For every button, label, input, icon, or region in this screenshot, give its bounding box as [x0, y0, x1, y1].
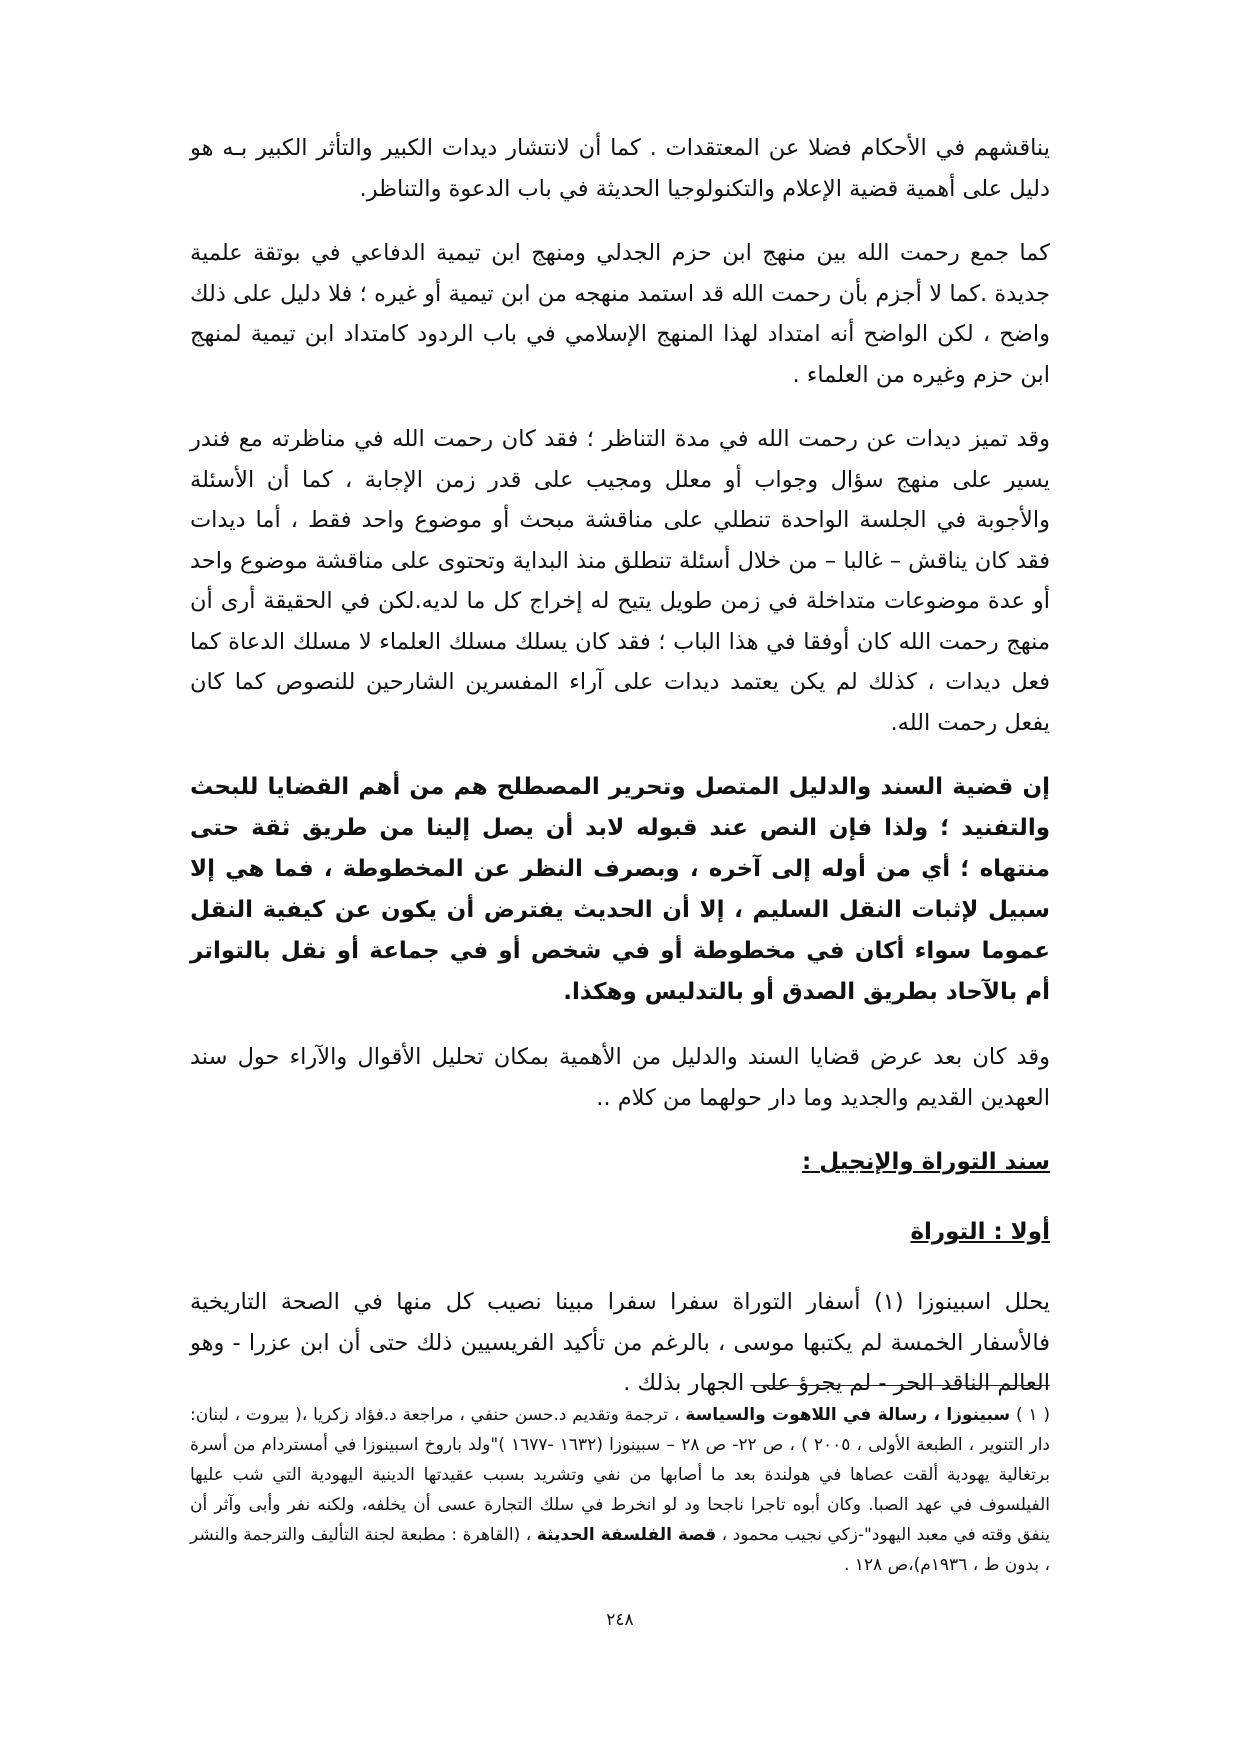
- paragraph-4-bold: إن قضية السند والدليل المتصل وتحرير المصطلح هم من أهم القضايا للبحث والتفنيد ؛ ولذا فإن النص عند قبوله لابد أن يصل إلينا من طريق ثقة حتى منتهاه ؛ أي من أوله إلى آخره ، وبصرف النظر عن المخطوطة ، فما هي إلا سبيل لإثبات النقل السليم ، إلا أن الحديث يفترض أن يكون عن كيفية النقل عموما سواء أكان في مخطوطة أو في شخص أو في جماعة أو نقل بالتواتر أم بالآحاد بطريق الصدق أو بالتدليس وهكذا.: [190, 774, 1050, 1005]
- page-number: ٢٤٨: [606, 1610, 634, 1630]
- footnote-text-2: ، (القاهرة : مطبعة لجنة التأليف والترجمة والنشر ، بدون ط ، ١٩٣٦م)،ص ١٢٨ .: [190, 1525, 1050, 1575]
- footnote-1: [190, 1400, 1050, 1580]
- footnote-author-title: سبينوزا ، رسالة في اللاهوت والسياسة: [685, 1405, 1011, 1425]
- paragraph-2: كما جمع رحمت الله بين منهج ابن حزم الجدلي ومنهج ابن تيمية الدفاعي في بوتقة علمية جديدة .كما لا أجزم بأن رحمت الله قد استمد منهجه من ابن تيمية أو غيره ؛ فلا دليل على ذلك واضح ، لكن الواضح أنه امتداد لهذا المنهج الإسلامي في باب الردود كامتداد ابن تيمية لمنهج ابن حزم وغيره من العلماء .: [190, 240, 1050, 388]
- paragraph-1: يناقشهم في الأحكام فضلا عن المعتقدات . كما أن لانتشار ديدات الكبير والتأثر الكبير بـه هو دليل على أهمية قضية الإعلام والتكنولوجيا الحديثة في باب الدعوة والتناظر.: [190, 135, 1050, 202]
- paragraph-6: يحلل اسبينوزا (١) أسفار التوراة سفرا سفرا مبينا نصيب كل منها في الصحة التاريخية فالأسفار الخمسة لم يكتبها موسى ، بالرغم من تأكيد الفريسيين ذلك حتى أن ابن عزرا - وهو العالم الناقد الحر - لم يجرؤ على الجهار بذلك .: [190, 1289, 1051, 1396]
- footnote-area: [190, 1385, 1050, 1580]
- footnote-marker: ( ١ ): [1015, 1405, 1050, 1425]
- section-heading-sanad: سند التوراة والإنجيل :: [802, 1149, 1050, 1175]
- section-heading-torah: أولا : التوراة: [910, 1219, 1050, 1245]
- footnote-text-1: ، ترجمة وتقديم د.حسن حنفي ، مراجعة د.فؤاد زكريا ،( بيروت ، لبنان: دار التنوير ، الطبعة الأولى ، ٢٠٠٥ ) ، ص ٢٢- ص ٢٨ – سبينوزا (١٦٣٢ -١٦٧٧ )"ولد باروخ اسبينوزا في أمستردام من أسرة برتغالية يهودية ألقت عصاها في هولندة بعد ما أصابها من نفي وتشريد بسبب عقيدتها الدينية اليهودية التي شب عليها الفيلسوف في عهد الصبا. وكان أبوه تاجرا ناجحا ود لو انخرط في سلك التجارة عسى أن يخلفه، ولكنه نفر وأبى وآثر أن ينفق وقته في معبد اليهود"-زكي نجيب محمود ،: [190, 1405, 1050, 1545]
- footnote-book-title: قصة الفلسفة الحديثة: [536, 1525, 717, 1545]
- footnote-divider: [750, 1385, 1050, 1386]
- page-body: [190, 128, 1050, 1428]
- paragraph-3: وقد تميز ديدات عن رحمت الله في مدة التناظر ؛ فقد كان رحمت الله في مناظرته مع فندر يسير على منهج سؤال وجواب أو معلل ومجيب على قدر زمن الإجابة ، كما أن الأسئلة والأجوبة في الجلسة الواحدة تنطلي على مناقشة مبحث أو موضوع واحد فقط ، أما ديدات فقد كان يناقش – غالبا – من خلال أسئلة تنطلق منذ البداية وتحتوى على مناقشة موضوع واحد أو عدة موضوعات متداخلة في زمن طويل يتيح له إخراج كل ما لديه.لكن في الحقيقة أرى أن منهج رحمت الله كان أوفقا في هذا الباب ؛ فقد كان يسلك مسلك العلماء لا مسلك الدعاة كما فعل ديدات ، كذلك لم يكن يعتمد ديدات على آراء المفسرين الشارحين للنصوص كما كان يفعل رحمت الله.: [190, 426, 1050, 736]
- paragraph-5: وقد كان بعد عرض قضايا السند والدليل من الأهمية بمكان تحليل الأقوال والآراء حول سند العهدين القديم والجديد وما دار حولهما من كلام ..: [190, 1044, 1050, 1111]
